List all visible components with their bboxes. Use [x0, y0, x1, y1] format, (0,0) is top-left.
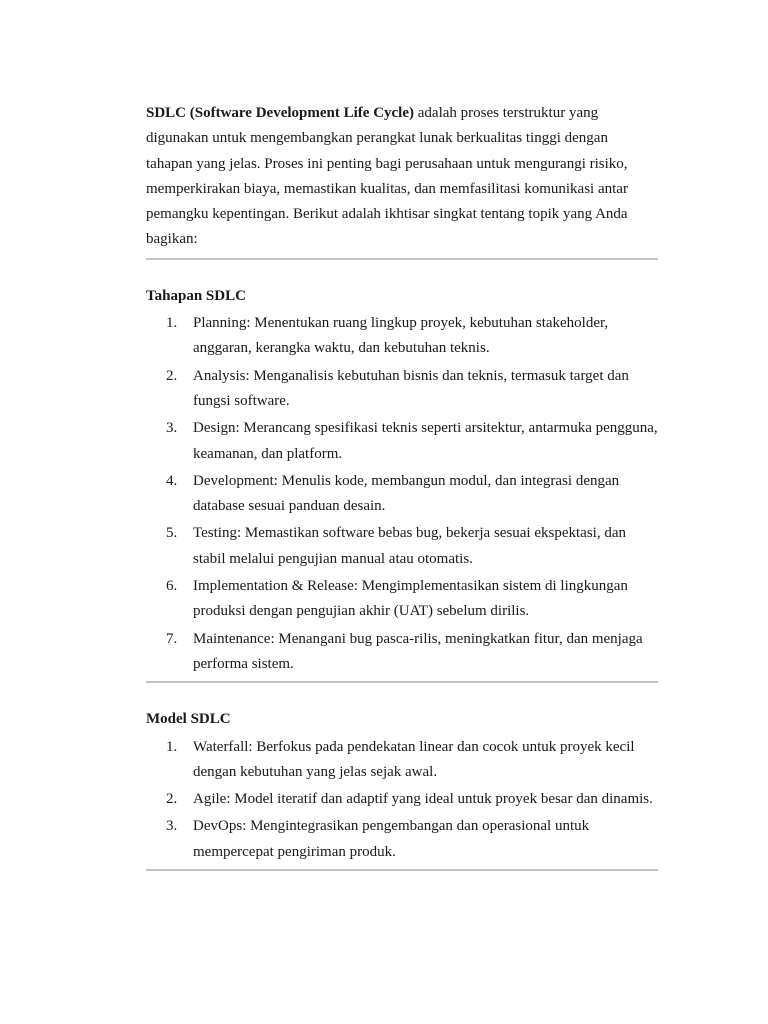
list-item: [146, 574, 658, 625]
list-item: [146, 814, 658, 865]
list-number: 7.: [166, 630, 178, 647]
list-item-text: DevOps: Mengintegrasikan pengembangan dan operasional untuk mempercepat pengiriman produk.: [193, 818, 590, 860]
divider: [146, 869, 658, 871]
list-item-text: Implementation & Release: Mengimplementasikan sistem di lingkungan produksi dengan pengujian akhir (UAT) sebelum dirilis.: [193, 578, 628, 620]
list-item: [146, 311, 658, 362]
list-number: 4.: [166, 472, 178, 489]
section-heading-phases: Tahapan SDLC: [146, 287, 246, 304]
divider: [146, 258, 658, 260]
list-item: [146, 416, 658, 467]
list-number: 1.: [166, 315, 178, 332]
list-item-text: Waterfall: Berfokus pada pendekatan linear dan cocok untuk proyek kecil dengan kebutuhan yang jelas sejak awal.: [193, 738, 635, 780]
list-item-text: Design: Merancang spesifikasi teknis seperti arsitektur, antarmuka pengguna, keamanan, dan platform.: [193, 420, 658, 462]
divider: [146, 681, 658, 683]
list-number: 5.: [166, 525, 178, 542]
list-number: 2.: [166, 367, 178, 384]
section-heading-models: Model SDLC: [146, 711, 231, 728]
list-item-text: Maintenance: Menangani bug pasca-rilis, meningkatkan fitur, dan menjaga performa sistem.: [193, 630, 643, 672]
list-item-text: Agile: Model iteratif dan adaptif yang ideal untuk proyek besar dan dinamis.: [193, 791, 653, 808]
intro-text: adalah proses terstruktur yang digunakan untuk mengembangkan perangkat lunak berkualitas tinggi dengan tahapan yang jelas. Proses ini penting bagi perusahaan untuk mengurangi risiko, memperkirakan biaya, memastikan kualitas, dan memfasilitasi komunikasi antar pemangku kepentingan. Berikut adalah ikhtisar singkat tentang topik yang Anda bagikan:: [146, 105, 628, 248]
list-item-text: Analysis: Menganalisis kebutuhan bisnis dan teknis, termasuk target dan fungsi software.: [193, 367, 629, 409]
phases-list: [146, 311, 658, 677]
intro-bold-term: SDLC (Software Development Life Cycle): [146, 105, 415, 121]
intro-paragraph: [146, 101, 658, 253]
list-number: 3.: [166, 420, 178, 437]
list-item-text: Testing: Memastikan software bebas bug, bekerja sesuai ekspektasi, dan stabil melalui pengujian manual atau otomatis.: [193, 525, 626, 567]
list-item: [146, 627, 658, 678]
list-item: [146, 735, 658, 786]
list-number: 3.: [166, 818, 178, 835]
list-number: 6.: [166, 578, 178, 595]
models-list: [146, 735, 658, 865]
list-item-text: Development: Menulis kode, membangun modul, dan integrasi dengan database sesuai panduan desain.: [193, 472, 620, 515]
list-item: [146, 469, 658, 520]
list-number: 2.: [166, 791, 178, 808]
list-item-text: Planning: Menentukan ruang lingkup proyek, kebutuhan stakeholder, anggaran, kerangka waktu, dan kebutuhan teknis.: [193, 315, 609, 357]
list-number: 1.: [166, 738, 178, 755]
document-page: [146, 101, 658, 871]
list-item: [146, 787, 658, 812]
list-item: [146, 521, 658, 572]
list-item: [146, 364, 658, 415]
